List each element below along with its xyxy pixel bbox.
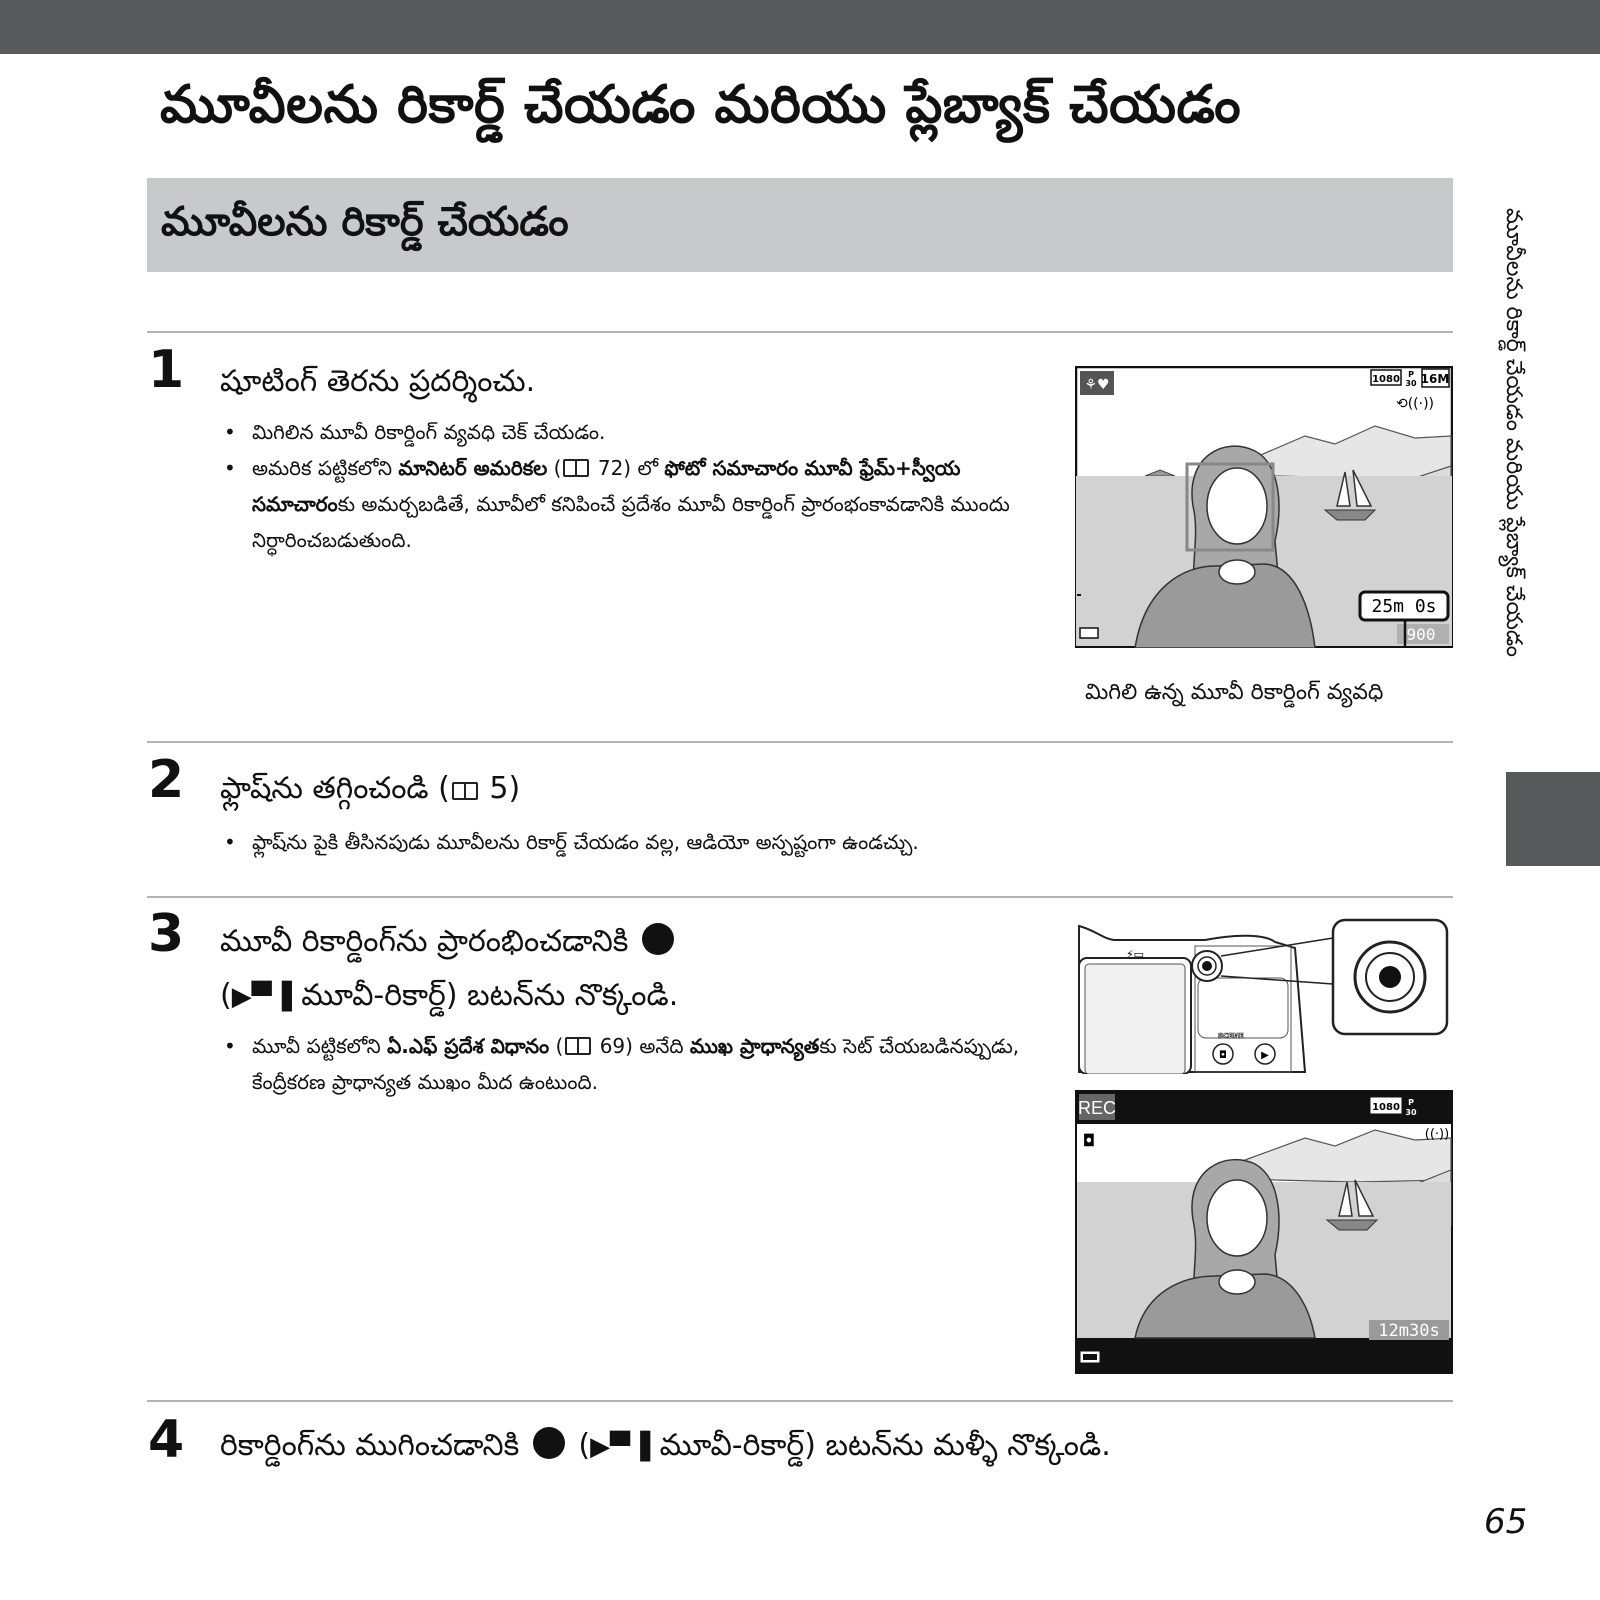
record-dot-icon (642, 923, 674, 955)
menu-term: మానిటర్ అమరికల (398, 456, 548, 480)
step-title (220, 917, 1040, 1022)
camera-body-illustration (1075, 918, 1455, 1074)
reference-book-icon (563, 459, 589, 477)
page-reference[interactable]: 72 (597, 456, 624, 480)
shooting-screen-illustration (1075, 366, 1453, 648)
battery-icon (1080, 628, 1098, 638)
bullet-text: అమరిక పట్టికలోని (252, 456, 399, 480)
step-divider (147, 896, 1453, 898)
record-dot-icon (533, 1427, 565, 1459)
page-reference[interactable]: 69 (599, 1034, 626, 1058)
step-number: 2 (148, 750, 185, 810)
bullet-text: మూవీ పట్టికలోని (252, 1034, 388, 1058)
step-title-text: ఫ్లాష్‌ను తగ్గించండి ( (220, 771, 450, 806)
menu-term: ఏ.ఎఫ్ ప్రదేశ విధానం (387, 1034, 550, 1058)
step-title-text: ( (220, 978, 232, 1013)
elapsed-time-text: 12m30s (1378, 1321, 1440, 1341)
section-header-band (147, 178, 1453, 272)
step-title-text: ( (568, 1428, 591, 1463)
vr-icon: ⟲((·)) (1395, 396, 1435, 412)
step-title-text: రికార్డింగ్‌ను ముగించడానికి (220, 1428, 520, 1463)
bullet-text: కు అమర్చబడితే, మూవీలో కనిపించే ప్రదేశం మూవీ రికార్డింగ్ ప్రారంభంకావడానికి ముందు నిర్ధారించబడుతుంది. (252, 492, 1010, 552)
step-title-text: ) (508, 771, 521, 806)
menu-term: ముఖ ప్రాధాన్యత (689, 1034, 820, 1058)
step-number: 4 (148, 1410, 185, 1470)
bullet-item (222, 1028, 1032, 1100)
step-title (220, 1421, 1111, 1472)
step-number: 1 (148, 340, 185, 400)
menu-term: మూవీ ఫ్రేమ్+స్వీయ సమాచారం (252, 456, 961, 516)
step-title-text: మూవీ రికార్డింగ్‌ను ప్రారంభించడానికి (220, 924, 629, 959)
bullet-item (222, 414, 1022, 450)
menu-term: ఫోటో సమాచారం (664, 456, 799, 480)
step-divider (147, 331, 1453, 333)
step-title: షూటింగ్ తెరను ప్రదర్శించు. (220, 364, 536, 399)
page-title: మూవీలను రికార్డ్ చేయడం మరియు ప్లేబ్యాక్ చేయడం (160, 75, 1242, 135)
bullet-item (222, 824, 1422, 860)
vr-icon: ((·)) (1424, 1127, 1450, 1142)
svg-text:▶: ▶ (1261, 1050, 1269, 1061)
scene-label: SCENE (1218, 1032, 1244, 1040)
frame-rate-badge-top: P (1408, 1098, 1414, 1107)
step-divider (147, 1400, 1453, 1402)
bullet-text: ) లో (623, 456, 665, 480)
resolution-badge-text: 1080 (1372, 1102, 1400, 1113)
step-title-text: మూవీ-రికార్డ్) బటన్‌ను మళ్ళీ నొక్కండి. (650, 1428, 1111, 1463)
bullet-text: ( (549, 1034, 564, 1058)
sidebar-chapter-label: మూవీలను రికార్డ్ చేయడం మరియు ప్లేబ్యాక్ చేయడం (1501, 208, 1526, 657)
svg-text:◘: ◘ (1219, 1050, 1227, 1061)
page-reference[interactable]: 5 (489, 771, 509, 806)
camera-mode-icon: ◘ (1082, 1131, 1096, 1150)
bullet-text: మిగిలిన మూవీ రికార్డింగ్ వ్యవధి చెక్ చేయడం. (252, 420, 606, 444)
step-bullets (222, 414, 1022, 558)
movie-camera-icon: ▶▀▐ (590, 1432, 651, 1462)
bullet-item (222, 450, 1022, 558)
step-number: 3 (148, 904, 185, 964)
sidebar-chapter-tab (1506, 772, 1600, 866)
svg-text:⚡▭: ⚡▭ (1125, 948, 1145, 961)
page-number: 65 (1484, 1502, 1528, 1542)
section-title: మూవీలను రికార్డ్ చేయడం (161, 199, 569, 245)
step-title (220, 764, 520, 814)
bullet-text: ) అనేది (625, 1034, 690, 1058)
recording-screen-illustration (1075, 1090, 1453, 1374)
rec-indicator-text: REC (1077, 1098, 1117, 1118)
bullet-text: కు సెట్ చేయబడినప్పుడు, కేంద్రీకరణ ప్రాధాన్యత ముఖం మీద ఉంటుంది. (252, 1034, 1020, 1094)
reference-book-icon (565, 1037, 591, 1055)
step-title-text: మూవీ-రికార్డ్) బటన్‌ను నొక్కండి. (291, 978, 679, 1013)
step-divider (147, 741, 1453, 743)
frame-rate-badge-bottom: 30 (1405, 1108, 1417, 1117)
svg-text:⚘♥: ⚘♥ (1084, 377, 1110, 393)
frame-rate-badge-bottom: 30 (1405, 379, 1417, 388)
image-size-badge-text: 16M (1420, 372, 1450, 386)
frame-rate-badge-top: P (1408, 370, 1414, 379)
movie-camera-icon: ▶▀▐ (231, 982, 292, 1012)
top-header-bar (0, 0, 1600, 54)
bullet-text: ( (547, 456, 562, 480)
resolution-badge-text: 1080 (1372, 374, 1400, 385)
figure-caption: మిగిలి ఉన్న మూవీ రికార్డింగ్ వ్యవధి (1085, 680, 1384, 705)
step-bullets (222, 1028, 1032, 1100)
remaining-time-text: 25m 0s (1371, 596, 1437, 617)
shots-left-text: 900 (1406, 625, 1436, 644)
reference-book-icon (452, 782, 478, 800)
bullet-text: ఫ్లాష్‌ను పైకి తీసినపుడు మూవీలను రికార్డ్ చేయడం వల్ల, ఆడియో అస్పష్టంగా ఉండచ్చు. (252, 830, 919, 854)
step-bullets (222, 824, 1422, 860)
